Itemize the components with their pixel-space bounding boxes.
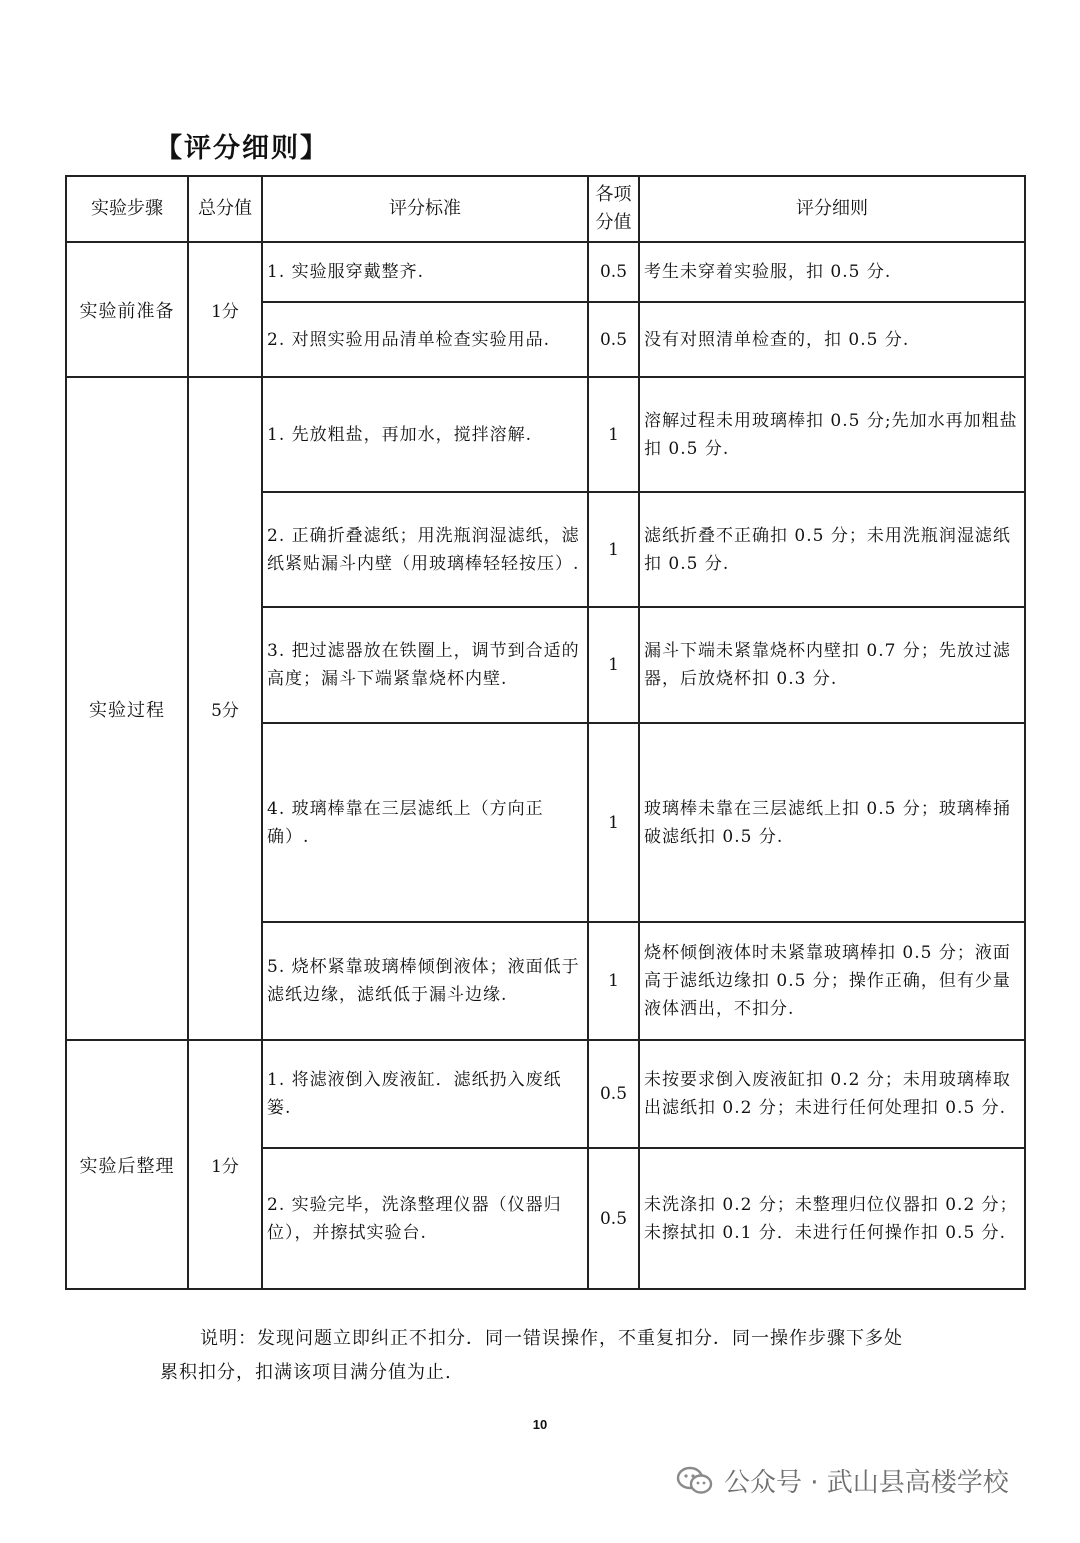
details-cell: 溶解过程未用玻璃棒扣 0.5 分;先加水再加粗盐扣 0.5 分. bbox=[639, 377, 1025, 492]
note bbox=[160, 1322, 960, 1390]
details-cell: 没有对照清单检查的，扣 0.5 分. bbox=[639, 302, 1025, 377]
criteria-cell: 2. 正确折叠滤纸；用洗瓶润湿滤纸，滤纸紧贴漏斗内壁（用玻璃棒轻轻按压）. bbox=[262, 492, 588, 607]
watermark-text: 公众号 · 武山县高楼学校 bbox=[724, 1468, 1009, 1498]
wechat-icon bbox=[676, 1465, 714, 1497]
step-cell: 实验前准备 bbox=[66, 242, 188, 377]
criteria-cell: 1. 实验服穿戴整齐. bbox=[262, 242, 588, 302]
points-cell: 1 bbox=[588, 723, 639, 922]
criteria-cell: 4. 玻璃棒靠在三层滤纸上（方向正确）. bbox=[262, 723, 588, 922]
points-cell: 0.5 bbox=[588, 1040, 639, 1148]
details-cell: 漏斗下端未紧靠烧杯内壁扣 0.7 分；先放过滤器，后放烧杯扣 0.3 分. bbox=[639, 607, 1025, 723]
details-cell: 考生未穿着实验服，扣 0.5 分. bbox=[639, 242, 1025, 302]
table-row bbox=[66, 377, 1025, 492]
note-line-1: 说明：发现问题立即纠正不扣分．同一错误操作，不重复扣分．同一操作步骤下多处 bbox=[200, 1328, 903, 1349]
total-cell: 1分 bbox=[188, 1040, 262, 1289]
points-cell: 0.5 bbox=[588, 302, 639, 377]
header-total: 总分值 bbox=[188, 176, 262, 242]
criteria-cell: 2. 对照实验用品清单检查实验用品. bbox=[262, 302, 588, 377]
step-cell: 实验过程 bbox=[66, 377, 188, 1040]
header-item-points: 各项分值 bbox=[588, 176, 639, 242]
total-cell: 5分 bbox=[188, 377, 262, 1040]
criteria-cell: 5. 烧杯紧靠玻璃棒倾倒液体；液面低于滤纸边缘，滤纸低于漏斗边缘. bbox=[262, 922, 588, 1040]
details-cell: 烧杯倾倒液体时未紧靠玻璃棒扣 0.5 分；液面高于滤纸边缘扣 0.5 分；操作正确，但有少量液体洒出，不扣分. bbox=[639, 922, 1025, 1040]
details-cell: 滤纸折叠不正确扣 0.5 分；未用洗瓶润湿滤纸扣 0.5 分. bbox=[639, 492, 1025, 607]
header-row bbox=[66, 176, 1025, 242]
criteria-cell: 2. 实验完毕，洗涤整理仪器（仪器归位），并擦拭实验台. bbox=[262, 1148, 588, 1289]
details-cell: 玻璃棒未靠在三层滤纸上扣 0.5 分；玻璃棒捅破滤纸扣 0.5 分. bbox=[639, 723, 1025, 922]
note-line-2: 累积扣分，扣满该项目满分值为止. bbox=[160, 1362, 452, 1383]
details-cell: 未按要求倒入废液缸扣 0.2 分；未用玻璃棒取出滤纸扣 0.2 分；未进行任何处理扣 0.5 分. bbox=[639, 1040, 1025, 1148]
details-cell: 未洗涤扣 0.2 分；未整理归位仪器扣 0.2 分；未擦拭扣 0.1 分．未进行任何操作扣 0.5 分. bbox=[639, 1148, 1025, 1289]
points-cell: 1 bbox=[588, 922, 639, 1040]
criteria-cell: 3. 把过滤器放在铁圈上，调节到合适的高度；漏斗下端紧靠烧杯内壁. bbox=[262, 607, 588, 723]
points-cell: 0.5 bbox=[588, 1148, 639, 1289]
criteria-cell: 1. 先放粗盐，再加水，搅拌溶解. bbox=[262, 377, 588, 492]
page-heading: 【评分细则】 bbox=[155, 133, 329, 164]
watermark bbox=[676, 1462, 1009, 1499]
total-cell: 1分 bbox=[188, 242, 262, 377]
step-cell: 实验后整理 bbox=[66, 1040, 188, 1289]
points-cell: 0.5 bbox=[588, 242, 639, 302]
scoring-rubric-table bbox=[65, 175, 1026, 1290]
points-cell: 1 bbox=[588, 607, 639, 723]
table-row bbox=[66, 242, 1025, 302]
header-criteria: 评分标准 bbox=[262, 176, 588, 242]
page-number: 10 bbox=[532, 1417, 548, 1432]
points-cell: 1 bbox=[588, 377, 639, 492]
points-cell: 1 bbox=[588, 492, 639, 607]
header-details: 评分细则 bbox=[639, 176, 1025, 242]
table-row bbox=[66, 1040, 1025, 1148]
header-step: 实验步骤 bbox=[66, 176, 188, 242]
criteria-cell: 1. 将滤液倒入废液缸．滤纸扔入废纸篓. bbox=[262, 1040, 588, 1148]
